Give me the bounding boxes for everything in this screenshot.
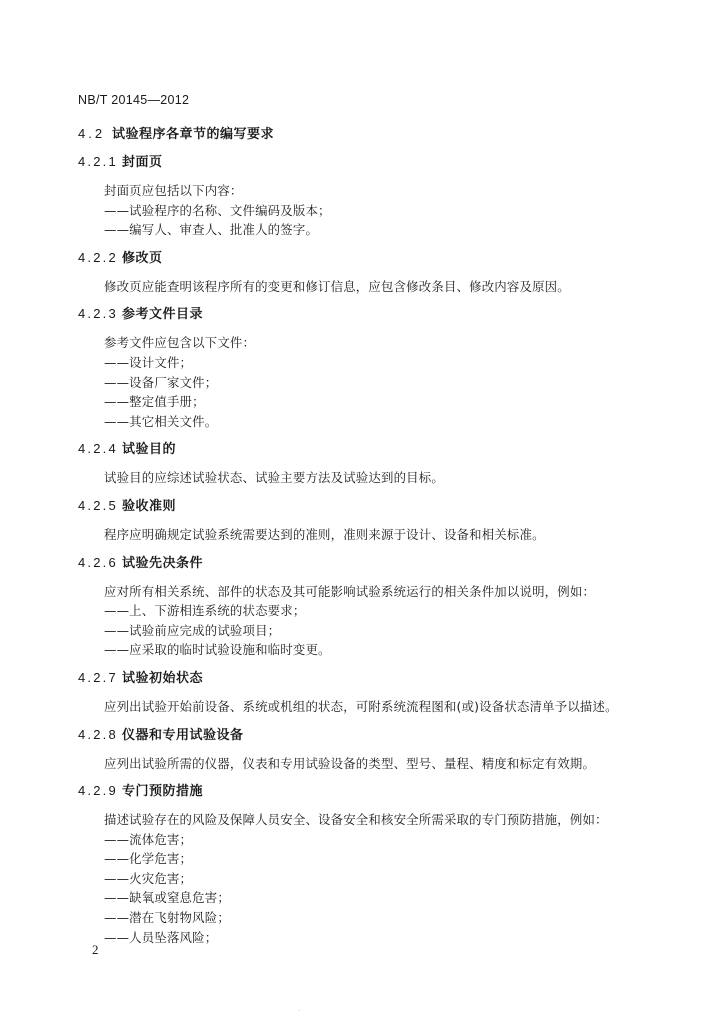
section-heading	[78, 153, 678, 172]
section-title: 参考文件目录	[122, 307, 204, 323]
section-4-2-1	[78, 153, 678, 240]
list-item: ——上、下游相连系统的状态要求；	[104, 603, 306, 619]
section-number: 4.2.6	[78, 554, 118, 570]
section-content	[78, 697, 678, 717]
section-heading	[78, 440, 678, 459]
section-heading	[78, 669, 678, 688]
section-title: 封面页	[122, 155, 163, 170]
section-4-2-9	[78, 782, 678, 947]
text-line: 修改页应能查明该程序所有的变更和修订信息，应包含修改条目、修改内容及原因。	[104, 278, 570, 294]
text-line: 应列出试验所需的仪器，仪表和专用试验设备的类型、型号、量程、精度和标定有效期。	[104, 755, 596, 771]
text-line: 程序应明确规定试验系统需要达到的准则，准则来源于设计、设备和相关标准。	[104, 526, 545, 542]
list-item: ——试验程序的名称、文件编码及版本；	[104, 202, 331, 218]
section-title: 试验先决条件	[122, 555, 204, 571]
section-title: 专门预防措施	[122, 784, 204, 800]
section-4-2-5	[78, 497, 678, 545]
section-number: 4.2.9	[78, 783, 118, 799]
section-number: 4.2.3	[78, 306, 118, 322]
section-number: 4.2.4	[78, 441, 118, 457]
section-number: 4.2.7	[78, 669, 118, 685]
section-4-2-6	[78, 554, 678, 660]
section-heading	[78, 249, 678, 268]
section-heading	[78, 782, 678, 801]
text-line: 应对所有相关系统、部件的状态及其可能影响试验系统运行的相关条件加以说明，例如：	[104, 583, 596, 599]
section-heading	[78, 726, 678, 745]
section-heading	[78, 497, 678, 516]
section-heading	[78, 305, 678, 324]
list-item: ——设备厂家文件；	[104, 374, 218, 390]
section-content	[78, 277, 678, 297]
text-line: 描述试验存在的风险及保障人员安全、设备安全和核安全所需采取的专门预防措施，例如：	[104, 812, 608, 828]
section-content	[78, 754, 678, 774]
list-item: ——其它相关文件。	[104, 413, 218, 429]
page-number: 2	[92, 942, 99, 957]
section-4-2-8	[78, 726, 678, 774]
section-4-2-2	[78, 249, 678, 297]
list-item: ——潜在飞射物风险；	[104, 910, 230, 926]
section-title: 试验目的	[122, 442, 177, 458]
section-4-2-3	[78, 305, 678, 431]
section-title: 试验初始状态	[122, 670, 204, 686]
list-item: ——整定值手册；	[104, 394, 205, 410]
text-line: 封面页应包括以下内容：	[104, 183, 243, 198]
list-item: ——火灾危害；	[104, 870, 193, 886]
document-body	[78, 118, 678, 956]
section-content	[78, 333, 678, 431]
footer-dot: .	[298, 1004, 301, 1013]
section-4-2-4	[78, 440, 678, 488]
section-number: 4.2	[78, 126, 106, 141]
list-item: ——试验前应完成的试验项目；	[104, 622, 281, 638]
text-line: 参考文件应包含以下文件：	[104, 335, 256, 351]
text-line: 试验目的应综述试验状态、试验主要方法及试验达到的目标。	[104, 470, 444, 486]
list-item: ——化学危害；	[104, 851, 193, 867]
section-title: 试验程序各章节的编写要求	[112, 127, 275, 142]
section-number: 4.2.8	[78, 726, 118, 742]
section-heading	[78, 554, 678, 573]
standard-code-header: NB/T 20145—2012	[78, 93, 190, 107]
section-content	[78, 810, 678, 947]
section-number: 4.2.1	[78, 154, 118, 169]
text-line: 应列出试验开始前设备、系统或机组的状态，可附系统流程图和(或)设备状态清单予以描述。	[104, 698, 618, 714]
section-title: 修改页	[122, 250, 163, 266]
section-number: 4.2.2	[78, 249, 118, 265]
section-4-2-7	[78, 669, 678, 717]
list-item: ——缺氧或窒息危害；	[104, 890, 230, 906]
list-item: ——应采取的临时试验设施和临时变更。	[104, 642, 331, 658]
section-heading-4-2	[78, 125, 678, 144]
section-content	[78, 181, 678, 240]
section-title: 仪器和专用试验设备	[122, 727, 244, 743]
section-title: 验收准则	[122, 498, 177, 514]
list-item: ——设计文件；	[104, 354, 193, 370]
list-item: ——人员坠落风险；	[104, 929, 218, 945]
list-item: ——流体危害；	[104, 831, 193, 847]
section-content	[78, 468, 678, 488]
section-number: 4.2.5	[78, 497, 118, 513]
section-content	[78, 582, 678, 660]
section-content	[78, 525, 678, 545]
list-item: ——编写人、审查人、批准人的签字。	[104, 222, 319, 238]
